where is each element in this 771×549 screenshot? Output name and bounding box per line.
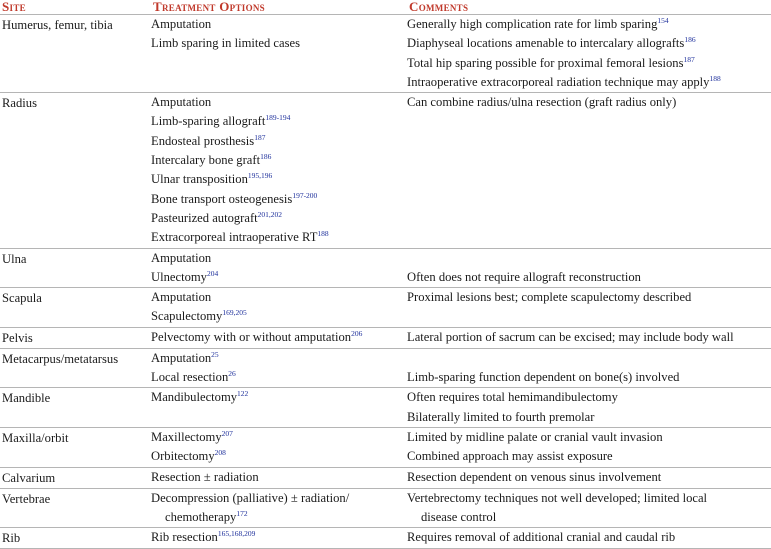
- citation-ref[interactable]: 187: [254, 132, 266, 142]
- site-cell: Rib: [2, 531, 21, 546]
- treatment-line: [151, 151, 407, 170]
- treatment-text: Amputation: [151, 95, 212, 110]
- treatment-text: Maxillectomy: [151, 429, 222, 444]
- comments-cell: [407, 528, 771, 549]
- table-row: [0, 427, 771, 467]
- comment-text: Diaphyseal locations amenable to intercalary allografts: [407, 36, 685, 51]
- comment-text: Generally high complication rate for limb sparing: [407, 17, 658, 31]
- comments-cell: [407, 248, 771, 288]
- treatment-text: Bone transport osteogenesis: [151, 191, 293, 206]
- treatment-line: [151, 447, 407, 466]
- table-row: [0, 488, 771, 528]
- treatment-line: [151, 54, 407, 73]
- treatment-line: [151, 368, 407, 387]
- comment-line: [407, 428, 771, 447]
- treatment-text: Mandibulectomy: [151, 390, 238, 405]
- site-cell: Humerus, femur, tibia: [2, 18, 113, 32]
- citation-ref[interactable]: 188: [317, 229, 329, 239]
- comments-cell: [407, 388, 771, 428]
- table-row: [0, 327, 771, 348]
- treatment-text: Scapulectomy: [151, 309, 223, 324]
- treatment-line: [151, 489, 407, 508]
- comment-line: [407, 508, 771, 527]
- comment-line: [407, 268, 771, 287]
- treatment-text: Amputation: [151, 290, 212, 305]
- comments-cell: [407, 288, 771, 328]
- comment-line: [407, 34, 771, 53]
- site-cell: Pelvis: [2, 330, 33, 345]
- comment-line: [407, 368, 771, 387]
- table-row: [0, 248, 771, 288]
- site-cell: Scapula: [2, 291, 42, 306]
- comments-cell: [407, 488, 771, 528]
- comment-text: Intraoperative extracorporeal radiation technique may apply: [407, 74, 710, 89]
- treatment-text: Pasteurized autograft: [151, 210, 258, 225]
- treatment-text: Pelvectomy with or without amputation: [151, 329, 352, 344]
- comment-text: Limb-sparing function dependent on bone(s) involved: [407, 370, 680, 385]
- comment-text: Bilaterally limited to fourth premolar: [407, 409, 595, 424]
- comment-line: [407, 73, 771, 92]
- treatment-line: [151, 249, 407, 268]
- treatment-line: [151, 288, 407, 307]
- comment-line: [407, 349, 771, 368]
- comments-cell: [407, 467, 771, 488]
- citation-ref[interactable]: 201,202: [257, 209, 283, 219]
- treatment-line: [151, 170, 407, 189]
- treatment-line: [151, 468, 407, 487]
- treatment-line: [151, 349, 407, 368]
- citation-ref[interactable]: 122: [237, 389, 249, 399]
- comments-cell: [407, 427, 771, 467]
- header-site: Site: [0, 0, 151, 15]
- treatment-text: Orbitectomy: [151, 449, 215, 464]
- table-row: [0, 388, 771, 428]
- table-body: [0, 15, 771, 549]
- comment-line: [407, 528, 771, 547]
- comment-line: [407, 15, 771, 34]
- treatment-line: [151, 508, 407, 527]
- citation-ref[interactable]: 172: [236, 508, 248, 518]
- comment-text: Resection dependent on venous sinus involvement: [407, 469, 662, 484]
- comment-text: Can combine radius/ulna resection (graft radius only): [407, 95, 677, 110]
- treatment-line: [151, 93, 407, 112]
- treatment-cell: [151, 528, 407, 549]
- citation-ref[interactable]: 207: [221, 428, 233, 438]
- comments-cell: [407, 348, 771, 388]
- treatment-text: Resection ± radiation: [151, 469, 259, 484]
- treatment-text: Decompression (palliative) ± radiation/: [151, 490, 350, 505]
- header-comments: Comments: [407, 0, 771, 15]
- treatment-text: Amputation: [151, 350, 212, 365]
- comment-text: Lateral portion of sacrum can be excised; may include body wall: [407, 329, 734, 344]
- citation-ref[interactable]: 206: [351, 328, 363, 338]
- citation-ref[interactable]: 25: [211, 349, 219, 359]
- treatment-text: Ulnectomy: [151, 269, 207, 284]
- header-treatment: Treatment Options: [151, 0, 407, 15]
- citation-ref[interactable]: 186: [260, 152, 272, 162]
- treatment-line: [151, 528, 407, 547]
- table-row: [0, 528, 771, 549]
- comment-line: [407, 388, 771, 407]
- treatment-cell: [151, 488, 407, 528]
- comment-line: [407, 93, 771, 112]
- comment-text: Often requires total hemimandibulectomy: [407, 390, 618, 405]
- treatment-text: Local resection: [151, 370, 229, 385]
- treatment-line: [151, 190, 407, 209]
- comment-line: [407, 408, 771, 427]
- treatment-cell: [151, 327, 407, 348]
- site-cell: Metacarpus/metatarsus: [2, 351, 119, 366]
- treatment-line: [151, 307, 407, 326]
- site-cell: Mandible: [2, 391, 51, 406]
- treatment-line: [151, 34, 407, 53]
- citation-ref[interactable]: 187: [683, 54, 695, 64]
- site-cell: Calvarium: [2, 470, 56, 485]
- treatment-line: [151, 15, 407, 34]
- citation-ref[interactable]: 189-194: [265, 113, 291, 123]
- treatment-line: [151, 388, 407, 407]
- treatment-line: [151, 73, 407, 92]
- treatment-line: [151, 268, 407, 287]
- comment-line: [407, 489, 771, 508]
- table-row: [0, 348, 771, 388]
- comment-text: Total hip sparing possible for proximal femoral lesions: [407, 55, 684, 70]
- treatment-text: Limb-sparing allograft: [151, 114, 266, 129]
- treatment-text: Ulnar transposition: [151, 172, 248, 187]
- comments-cell: [407, 15, 771, 93]
- treatment-cell: [151, 348, 407, 388]
- table-row: [0, 467, 771, 488]
- table-row: [0, 15, 771, 93]
- comments-cell: [407, 93, 771, 248]
- citation-ref[interactable]: 169,205: [222, 308, 247, 318]
- treatment-line: [151, 209, 407, 228]
- citation-ref[interactable]: 26: [228, 369, 236, 379]
- site-cell: Maxilla/orbit: [2, 430, 69, 445]
- treatment-text: Rib resection: [151, 530, 218, 545]
- site-cell: Radius: [2, 96, 37, 111]
- treatment-text: Amputation: [151, 250, 212, 265]
- citation-ref[interactable]: 186: [684, 35, 696, 45]
- comment-text: Combined approach may assist exposure: [407, 449, 613, 464]
- treatment-cell: [151, 288, 407, 328]
- treatment-text: Endosteal prosthesis: [151, 133, 255, 148]
- comment-line: [407, 249, 771, 268]
- table-row: [0, 288, 771, 328]
- site-cell: Ulna: [2, 251, 27, 266]
- comment-line: [407, 468, 771, 487]
- citation-ref[interactable]: 208: [214, 448, 226, 458]
- treatment-cell: [151, 388, 407, 428]
- treatment-line: [151, 132, 407, 151]
- site-cell: Vertebrae: [2, 491, 51, 506]
- citation-ref[interactable]: 154: [657, 16, 669, 25]
- treatment-cell: [151, 93, 407, 248]
- comment-text: Proximal lesions best; complete scapulectomy described: [407, 290, 692, 305]
- citation-ref[interactable]: 195,196: [247, 171, 273, 181]
- table-header-row: [0, 0, 771, 15]
- comment-line: [407, 328, 771, 347]
- comment-text: Limited by midline palate or cranial vault invasion: [407, 429, 663, 444]
- treatment-line: [151, 228, 407, 247]
- comment-line: [407, 288, 771, 307]
- treatment-line: [151, 328, 407, 347]
- comments-cell: [407, 327, 771, 348]
- treatment-text: Intercalary bone graft: [151, 153, 261, 168]
- citation-ref[interactable]: 165,168,209: [217, 529, 256, 539]
- treatment-cell: [151, 15, 407, 93]
- citation-ref[interactable]: 188: [709, 73, 721, 83]
- treatment-cell: [151, 467, 407, 488]
- comment-text: Requires removal of additional cranial and caudal rib: [407, 530, 676, 545]
- table-row: [0, 93, 771, 248]
- treatment-text: Amputation: [151, 17, 212, 31]
- comment-text: Vertebrectomy techniques not well developed; limited local: [407, 490, 708, 505]
- treatment-cell: [151, 248, 407, 288]
- comment-line: [407, 54, 771, 73]
- comment-text: disease control: [421, 509, 497, 524]
- citation-ref[interactable]: 197-200: [292, 190, 318, 200]
- treatment-line: [151, 428, 407, 447]
- treatment-text: Limb sparing in limited cases: [151, 36, 300, 51]
- treatment-line: [151, 112, 407, 131]
- treatment-text: Extracorporeal intraoperative RT: [151, 230, 318, 245]
- citation-ref[interactable]: 204: [206, 268, 219, 278]
- comment-line: [407, 447, 771, 466]
- treatment-text: chemotherapy: [165, 509, 237, 524]
- treatment-cell: [151, 427, 407, 467]
- comment-text: Often does not require allograft reconstruction: [407, 269, 641, 284]
